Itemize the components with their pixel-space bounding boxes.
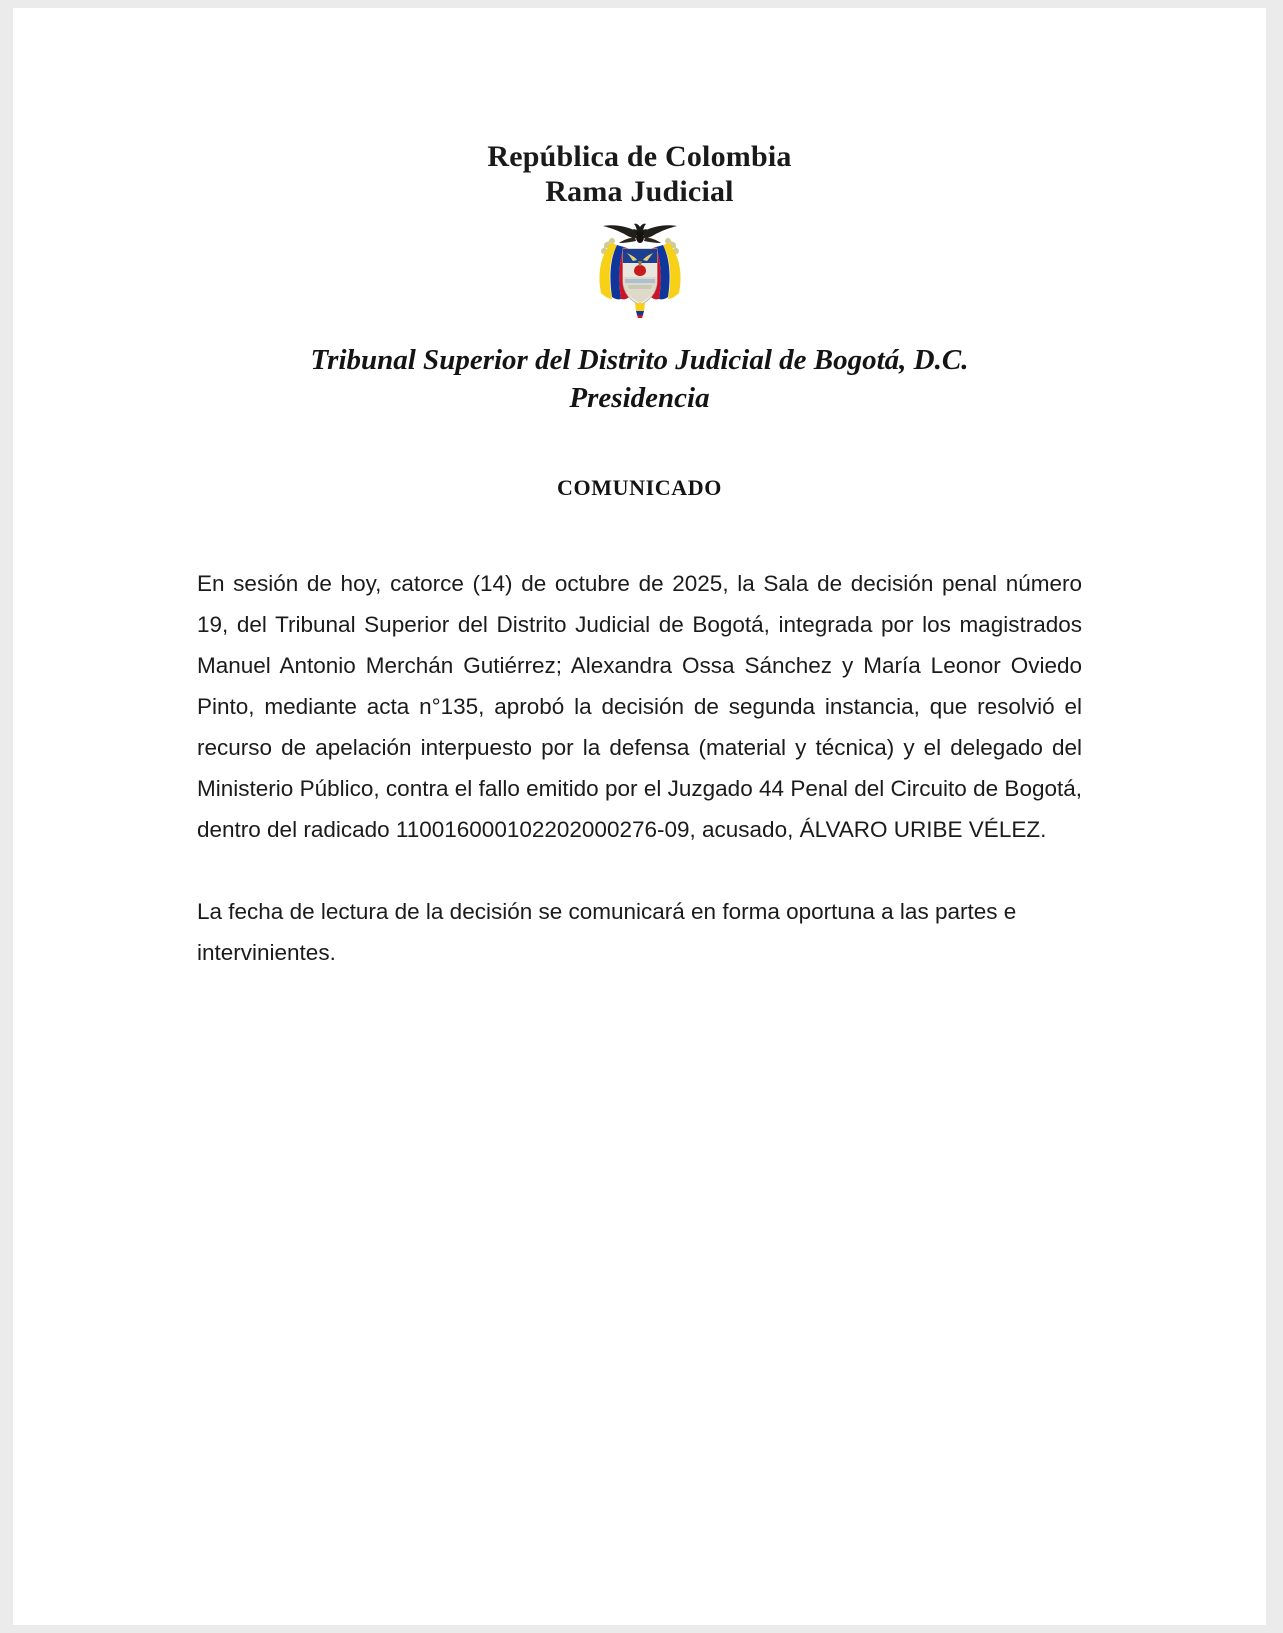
document-page [13,8,1266,1625]
paragraph-reading-date: La fecha de lectura de la decisión se comunicará en forma oportuna a las partes e intervinientes. [197,899,1017,965]
heraldic-shield [623,249,657,305]
page-title: COMUNICADO [557,475,722,500]
body-text [197,501,1082,973]
court-title-block [13,341,1266,417]
court-name: Tribunal Superior del Distrito Judicial de Bogotá, D.C. [310,344,969,376]
document-content [13,8,1266,1625]
branch-line: Rama Judicial [545,175,734,208]
court-office: Presidencia [569,382,710,414]
flag-tail [635,303,645,318]
masthead [13,8,1266,319]
paragraph-decision: En sesión de hoy, catorce (14) de octubre de 2025, la Sala de decisión penal número 19, del Tribunal Superior del Distrito Judicial de Bogotá, integrada por los magistrados Manuel Antonio Merchán Gutiérrez; Alexandra Ossa Sánchez y María Leonor Oviedo Pinto, mediante acta n°135, aprobó la decisión de segunda instancia, que resolvió el recurso de apelación interpuesto por la defensa (material y técnica) y el delegado del Ministerio Público, contra el fallo emitido por el Juzgado 44 Penal del Circuito de Bogotá, dentro del radicado 110016000102202000276-09, acusado, ÁLVARO URIBE VÉLEZ. [197,571,1082,842]
colombia-coat-of-arms-icon [581,215,699,319]
country-line: República de Colombia [487,140,792,173]
